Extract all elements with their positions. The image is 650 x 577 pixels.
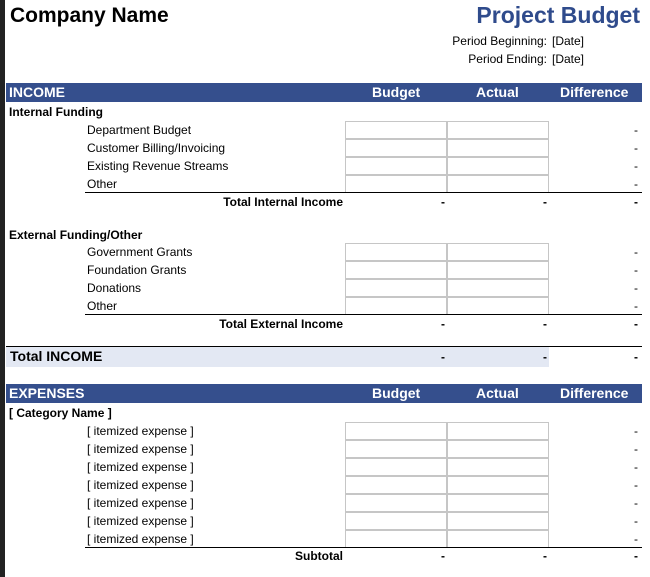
external-item-label: Other	[87, 299, 118, 313]
expense-actual-cell[interactable]	[447, 512, 549, 530]
expense-item-label[interactable]: [ itemized expense ]	[87, 442, 194, 456]
expense-budget-cell[interactable]	[345, 494, 447, 512]
expense-actual-cell[interactable]	[447, 476, 549, 494]
total-internal-difference: -	[634, 195, 638, 209]
external-total-rule	[85, 314, 642, 315]
income-heading: INCOME	[9, 84, 65, 100]
difference-value: -	[634, 281, 638, 295]
total-income-label: Total INCOME	[10, 348, 103, 364]
internal-item-label: Customer Billing/Invoicing	[87, 141, 226, 155]
expense-item-label[interactable]: [ itemized expense ]	[87, 514, 194, 528]
total-income-actual: -	[543, 350, 547, 364]
total-income-budget: -	[441, 350, 445, 364]
difference-value: -	[634, 424, 638, 438]
difference-value: -	[634, 141, 638, 155]
subtotal-budget: -	[441, 549, 445, 563]
income-difference-header: Difference	[560, 84, 629, 100]
total-external-difference: -	[634, 317, 638, 331]
internal-item-label: Department Budget	[87, 123, 192, 137]
external-actual-cell[interactable]	[447, 279, 549, 297]
sheet-title: Project Budget	[476, 2, 640, 28]
internal-actual-cell[interactable]	[447, 139, 549, 157]
internal-actual-cell[interactable]	[447, 175, 549, 193]
subtotal-actual: -	[543, 549, 547, 563]
expense-actual-cell[interactable]	[447, 530, 549, 548]
difference-value: -	[634, 514, 638, 528]
total-external-budget: -	[441, 317, 445, 331]
difference-value: -	[634, 496, 638, 510]
expense-actual-cell[interactable]	[447, 458, 549, 476]
total-internal-income-label: Total Internal Income	[223, 195, 343, 209]
difference-value: -	[634, 245, 638, 259]
subtotal-difference: -	[634, 549, 638, 563]
difference-value: -	[634, 123, 638, 137]
internal-funding-label: Internal Funding	[9, 105, 103, 119]
expense-actual-cell[interactable]	[447, 440, 549, 458]
expenses-budget-header: Budget	[372, 385, 421, 401]
external-budget-cell[interactable]	[345, 243, 447, 261]
internal-total-rule	[85, 192, 642, 193]
expense-item-label[interactable]: [ itemized expense ]	[87, 460, 194, 474]
difference-value: -	[634, 263, 638, 277]
external-funding-label: External Funding/Other	[9, 228, 143, 242]
total-income-difference: -	[634, 350, 638, 364]
company-name[interactable]: Company Name	[10, 4, 169, 27]
expense-item-label[interactable]: [ itemized expense ]	[87, 532, 194, 546]
expense-item-label[interactable]: [ itemized expense ]	[87, 496, 194, 510]
expense-item-label[interactable]: [ itemized expense ]	[87, 424, 194, 438]
internal-actual-cell[interactable]	[447, 121, 549, 139]
external-budget-cell[interactable]	[345, 261, 447, 279]
external-actual-cell[interactable]	[447, 261, 549, 279]
internal-budget-cell[interactable]	[345, 121, 447, 139]
internal-item-label: Other	[87, 177, 118, 191]
expense-budget-cell[interactable]	[345, 476, 447, 494]
external-actual-cell[interactable]	[447, 243, 549, 261]
expense-budget-cell[interactable]	[345, 530, 447, 548]
expenses-difference-header: Difference	[560, 385, 629, 401]
internal-item-label: Existing Revenue Streams	[87, 159, 229, 173]
total-external-actual: -	[543, 317, 547, 331]
period-beginning-value[interactable]: [Date]	[552, 34, 585, 48]
external-item-label: Donations	[87, 281, 142, 295]
expenses-heading: EXPENSES	[9, 385, 85, 401]
difference-value: -	[634, 159, 638, 173]
external-budget-cell[interactable]	[345, 279, 447, 297]
expense-budget-cell[interactable]	[345, 440, 447, 458]
difference-value: -	[634, 177, 638, 191]
internal-budget-cell[interactable]	[345, 139, 447, 157]
expense-item-label[interactable]: [ itemized expense ]	[87, 478, 194, 492]
period-ending-label: Period Ending:	[468, 52, 547, 66]
expense-actual-cell[interactable]	[447, 494, 549, 512]
expenses-actual-header: Actual	[476, 385, 519, 401]
external-item-label: Government Grants	[87, 245, 193, 259]
income-header-band	[6, 83, 642, 102]
income-budget-header: Budget	[372, 84, 421, 100]
difference-value: -	[634, 442, 638, 456]
internal-budget-cell[interactable]	[345, 175, 447, 193]
difference-value: -	[634, 299, 638, 313]
internal-actual-cell[interactable]	[447, 157, 549, 175]
period-ending-value[interactable]: [Date]	[552, 52, 585, 66]
expenses-header-band	[6, 384, 642, 403]
external-budget-cell[interactable]	[345, 297, 447, 315]
category-name-label[interactable]: [ Category Name ]	[9, 406, 112, 420]
income-actual-header: Actual	[476, 84, 519, 100]
subtotal-rule	[85, 547, 642, 548]
expense-budget-cell[interactable]	[345, 422, 447, 440]
expense-actual-cell[interactable]	[447, 422, 549, 440]
period-beginning-label: Period Beginning:	[452, 34, 547, 48]
expense-budget-cell[interactable]	[345, 458, 447, 476]
total-internal-actual: -	[543, 195, 547, 209]
difference-value: -	[634, 460, 638, 474]
window-edge	[0, 0, 5, 577]
difference-value: -	[634, 478, 638, 492]
expense-budget-cell[interactable]	[345, 512, 447, 530]
external-item-label: Foundation Grants	[87, 263, 187, 277]
external-actual-cell[interactable]	[447, 297, 549, 315]
difference-value: -	[634, 532, 638, 546]
internal-budget-cell[interactable]	[345, 157, 447, 175]
subtotal-label: Subtotal	[295, 549, 343, 563]
total-external-income-label: Total External Income	[219, 317, 343, 331]
total-internal-budget: -	[441, 195, 445, 209]
